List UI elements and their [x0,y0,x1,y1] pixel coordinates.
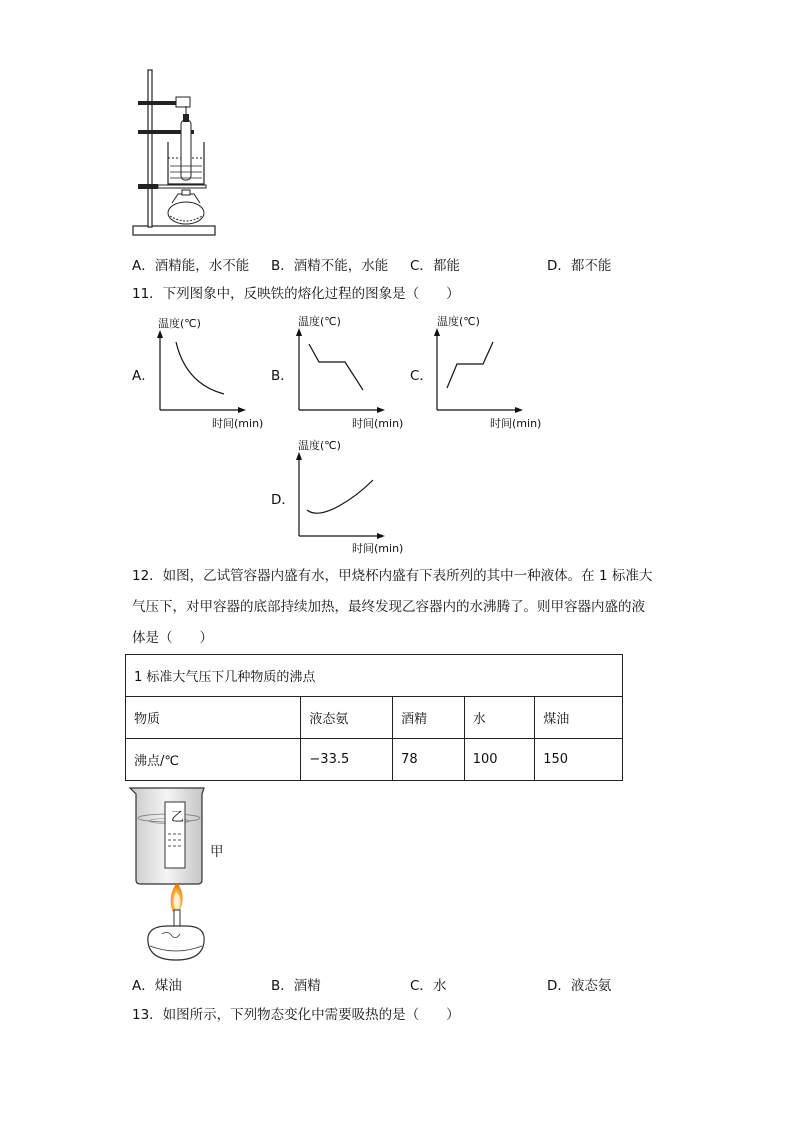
table-cell: 100 [464,739,535,781]
option-text: 酒精不能，水能 [293,258,389,274]
option-text: 都不能 [570,258,612,274]
option-letter: C． [410,258,433,274]
q11-option-b[interactable]: B． [271,368,294,384]
q12-stem-line2: 气压下，对甲容器的底部持续加热，最终发现乙容器内的水沸腾了。则甲容器内盛的液 [132,599,645,615]
q10-option-a[interactable] [132,254,249,274]
option-letter: B． [271,978,294,994]
table-cell: 78 [393,739,465,781]
graph-b-ylabel: 温度(℃) [298,315,341,328]
q12-stem-line1: 12．如图，乙试管容器内盛有水，甲烧杯内盛有下表所列的其中一种液体。在 1 标准大 [132,568,653,584]
option-letter: D． [547,258,571,274]
q13-stem: 13．如图所示，下列物态变化中需要吸热的是（ ） [132,1007,460,1023]
option-letter: D． [547,978,571,994]
table-header-cell: 煤油 [535,697,623,739]
option-letter: A． [132,258,155,274]
option-text: 酒精 [293,978,321,994]
option-text: 液态氨 [570,978,612,994]
table-header-cell: 物质 [126,697,301,739]
option-letter: A． [132,978,155,994]
graph-a-curve [176,342,224,394]
option-text: 水 [432,978,447,994]
graph-c-xlabel: 时间(min) [490,417,542,430]
graph-c-ylabel: 温度(℃) [437,315,480,328]
q11-stem: 11．下列图象中，反映铁的熔化过程的图象是（ ） [132,286,460,302]
q12-heating-figure [128,784,212,964]
option-text: 都能 [432,258,460,274]
table-caption: 1 标准大气压下几种物质的沸点 [126,655,623,697]
q10-option-c[interactable] [410,254,460,274]
q12-option-c[interactable] [410,974,446,994]
q12-option-b[interactable] [271,974,321,994]
q10-option-d[interactable] [547,254,611,274]
table-header-cell: 液态氨 [301,697,393,739]
option-letter: B． [271,258,294,274]
graph-a-x-arrow [238,407,246,413]
q11-option-c[interactable]: C． [410,368,433,384]
q12-option-a[interactable] [132,974,182,994]
graph-b-x-arrow [377,407,385,413]
graph-a-ylabel: 温度(℃) [158,317,201,330]
option-text: 酒精能，水不能 [154,258,250,274]
graph-c-plot [427,328,527,412]
graph-b-y-arrow [296,328,302,336]
q12-stem-line3: 体是（ ） [132,630,213,646]
q12-option-d[interactable] [547,974,611,994]
graph-c-y-arrow [434,328,440,336]
boiling-point-table [125,654,623,781]
table-header-cell: 酒精 [393,697,465,739]
graph-d-xlabel: 时间(min) [352,542,404,555]
graph-c-x-arrow [515,407,523,413]
graph-a-xlabel: 时间(min) [212,417,264,430]
table-header-row [126,697,623,739]
table-cell: 沸点/℃ [126,739,301,781]
graph-d-plot [289,452,389,538]
graph-d-x-arrow [377,533,385,539]
beaker-label: 甲 [210,844,224,860]
graph-b-curve [309,344,363,390]
graph-a-plot [150,330,250,412]
graph-a-y-arrow [157,330,163,338]
q10-option-b[interactable] [271,254,388,274]
graph-c-curve [447,342,493,388]
graph-b-plot [289,328,389,412]
tube-label: 乙 [171,810,185,825]
q11-option-d[interactable]: D． [271,492,295,508]
option-letter: C． [410,978,433,994]
q10-apparatus-figure [128,66,220,240]
graph-d-ylabel: 温度(℃) [298,439,341,452]
graph-d-y-arrow [296,452,302,460]
graph-b-xlabel: 时间(min) [352,417,404,430]
table-header-cell: 水 [464,697,535,739]
option-text: 煤油 [154,978,182,994]
q11-option-a[interactable]: A． [132,368,155,384]
table-cell: −33.5 [301,739,393,781]
table-row [126,739,623,781]
graph-d-curve [307,480,373,513]
table-caption-row [126,655,623,697]
table-cell: 150 [535,739,623,781]
